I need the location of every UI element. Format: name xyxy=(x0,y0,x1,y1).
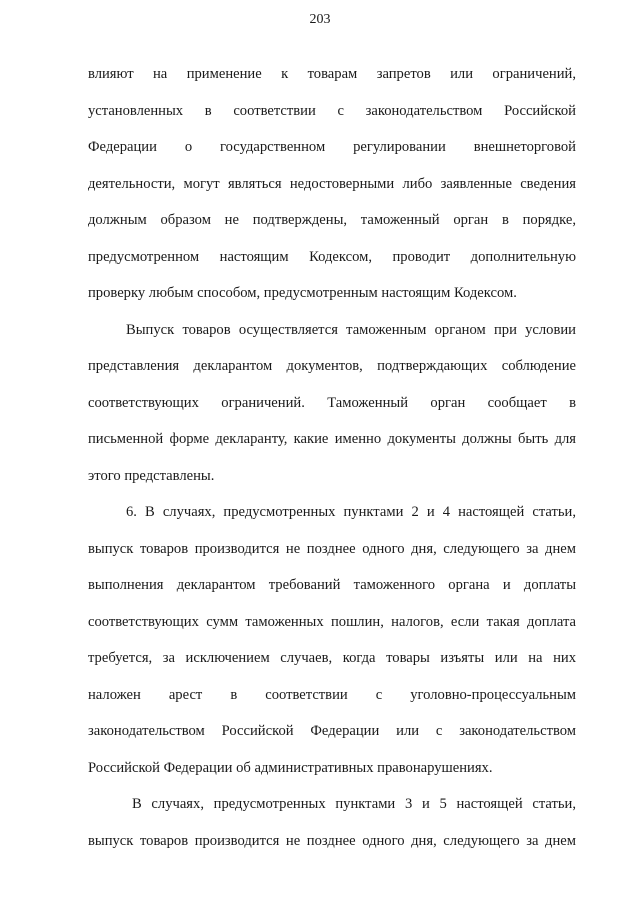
text-line: Федерации о государственном регулировании внешнеторговой xyxy=(88,139,576,155)
text-line: соответствующих сумм таможенных пошлин, налогов, если такая доплата xyxy=(88,613,576,630)
text-line: требуется, за исключением случаев, когда товары изъяты или на них xyxy=(88,650,576,666)
page-number: 203 xyxy=(309,12,331,27)
text-line: предусмотренном настоящим Кодексом, проводит дополнительную xyxy=(88,248,576,265)
text-line: этого представлены. xyxy=(88,467,215,484)
text-line: выпуск товаров производится не позднее одного дня, следующего за днем xyxy=(88,832,576,849)
text-line: наложен арест в соответствии с уголовно-процессуальным xyxy=(88,686,576,703)
text-line: деятельности, могут являться недостоверными либо заявленные сведения xyxy=(88,175,576,192)
text-line: установленных в соответствии с законодательством Российской xyxy=(88,102,576,119)
text-line: выпуск товаров производится не позднее одного дня, следующего за днем xyxy=(88,540,576,557)
text-line: выполнения декларантом требований таможенного органа и доплаты xyxy=(88,577,576,593)
text-line: 6. В случаях, предусмотренных пунктами 2 и 4 настоящей статьи, xyxy=(126,504,576,520)
text-line: проверку любым способом, предусмотренным настоящим Кодексом. xyxy=(88,285,517,301)
text-line: соответствующих ограничений. Таможенный орган сообщает в xyxy=(88,394,576,411)
text-line: законодательством Российской Федерации или с законодательством xyxy=(88,723,576,739)
document-body xyxy=(88,56,576,859)
text-line: Российской Федерации об административных правонарушениях. xyxy=(88,759,493,776)
text-line: письменной форме декларанту, какие именно документы должны быть для xyxy=(88,431,576,447)
text-line: В случаях, предусмотренных пунктами 3 и 5 настоящей статьи, xyxy=(132,796,576,812)
text-line: должным образом не подтверждены, таможенный орган в порядке, xyxy=(88,212,576,228)
text-line: Выпуск товаров осуществляется таможенным органом при условии xyxy=(126,321,576,338)
text-line: представления декларантом документов, подтверждающих соблюдение xyxy=(88,358,576,374)
text-line: влияют на применение к товарам запретов или ограничений, xyxy=(88,66,576,82)
